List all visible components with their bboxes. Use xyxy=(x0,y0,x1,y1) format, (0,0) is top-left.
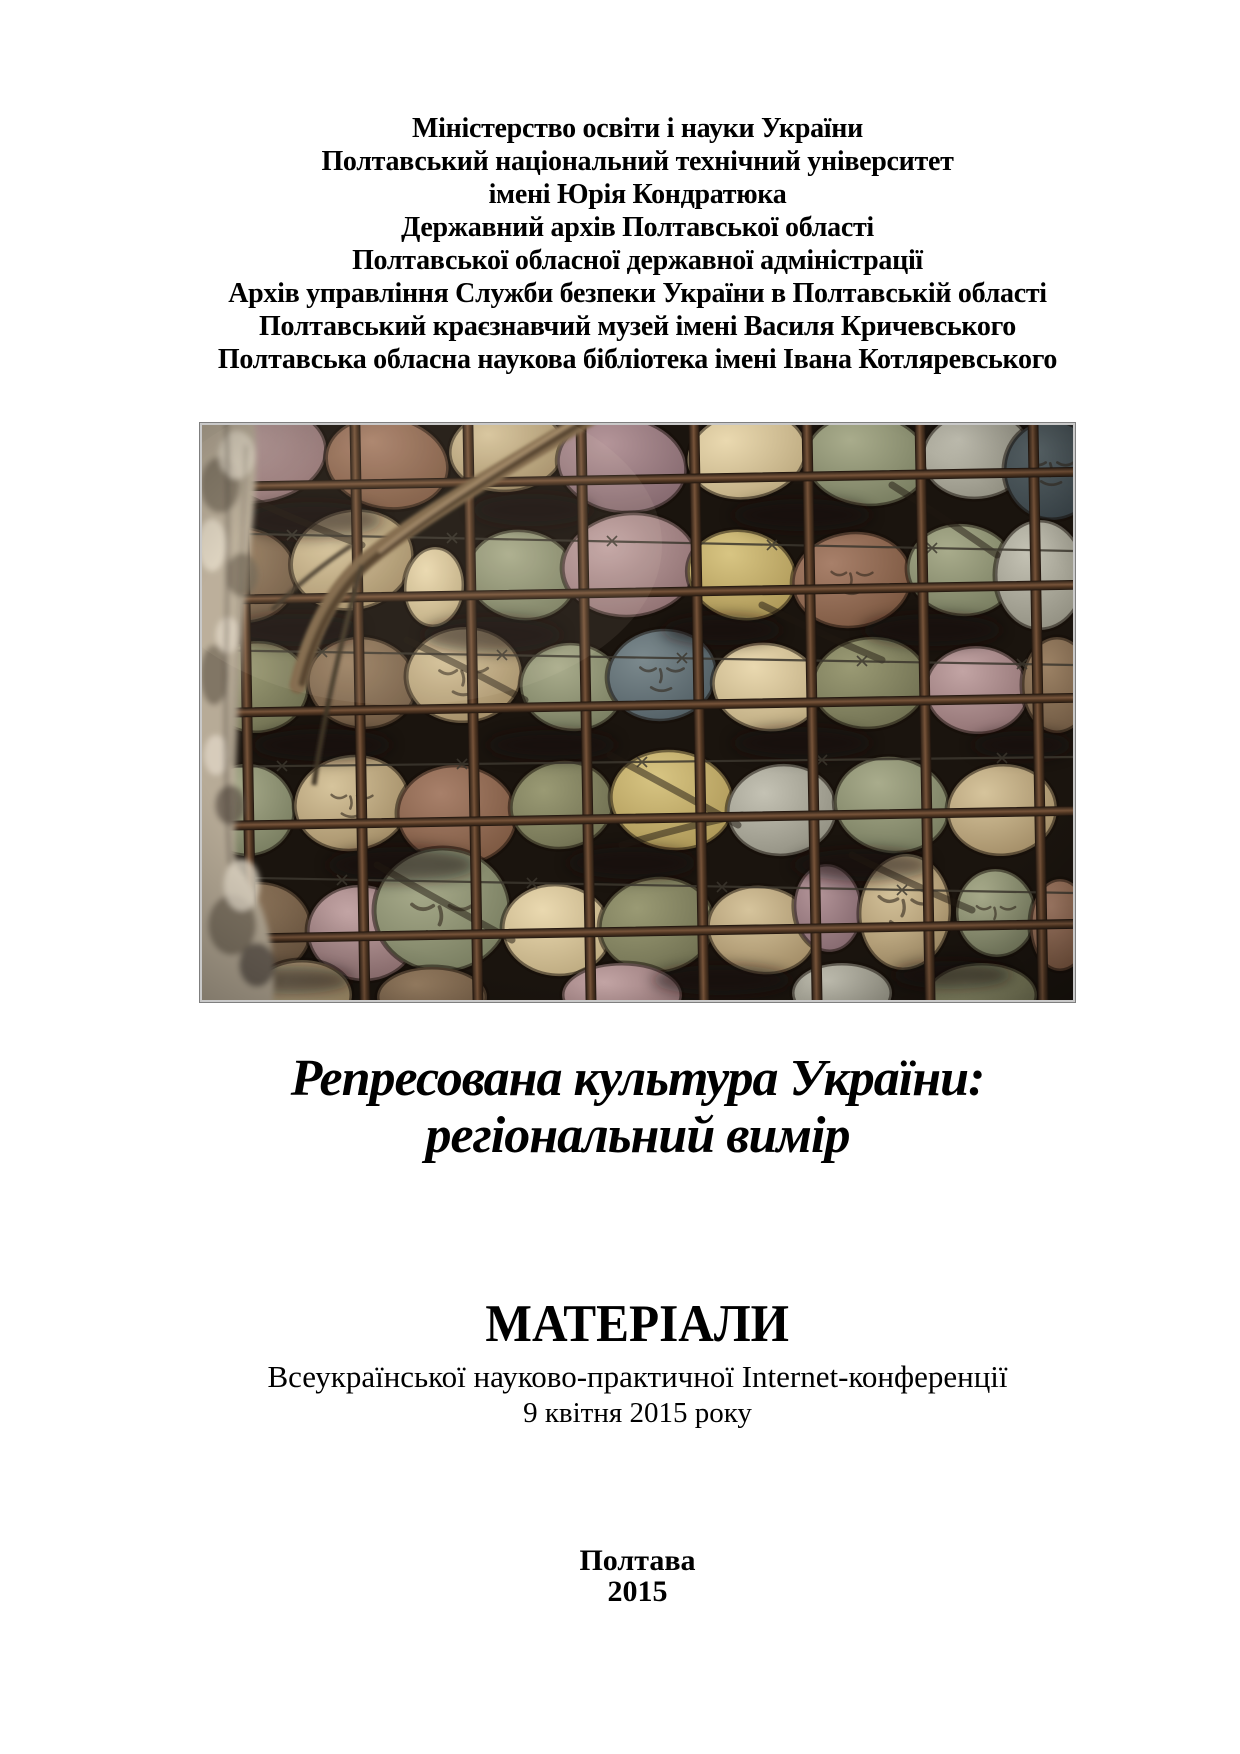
vignette xyxy=(202,425,1073,1000)
materials-heading xyxy=(35,1296,1240,1352)
imprint-city: Полтава xyxy=(579,1544,696,1577)
header-line: Державний архів Полтавської області xyxy=(401,212,874,243)
header-line: Міністерство освіти і науки України xyxy=(412,113,863,144)
book-title-line2: регіональний вимір xyxy=(425,1107,850,1164)
institutions-header xyxy=(35,112,1240,376)
header-line: Архів управління Служби безпеки України в Полтавській області xyxy=(228,278,1047,309)
imprint-year: 2015 xyxy=(607,1575,668,1608)
header-line: імені Юрія Кондратюка xyxy=(488,179,787,210)
conference-subtitle: Всеукраїнської науково-практичної Internet-конференції xyxy=(267,1359,1008,1394)
book-title-line1: Репресована культура України: xyxy=(290,1050,985,1107)
header-line: Полтавська обласна наукова бібліотека імені Івана Котляревського xyxy=(217,344,1058,375)
header-line: Полтавський національний технічний університет xyxy=(321,146,954,177)
imprint xyxy=(35,1545,1240,1607)
header-line: Полтавської обласної державної адміністрації xyxy=(352,245,923,276)
cover-photo-illustration xyxy=(202,425,1073,1000)
header-line: Полтавський краєзнавчий музей імені Василя Кричевського xyxy=(259,311,1016,342)
book-title xyxy=(35,1050,1240,1164)
cover-photo xyxy=(200,423,1075,1002)
materials-heading-text: МАТЕРІАЛИ xyxy=(485,1295,790,1353)
conference-date: 9 квітня 2015 року xyxy=(523,1397,752,1429)
